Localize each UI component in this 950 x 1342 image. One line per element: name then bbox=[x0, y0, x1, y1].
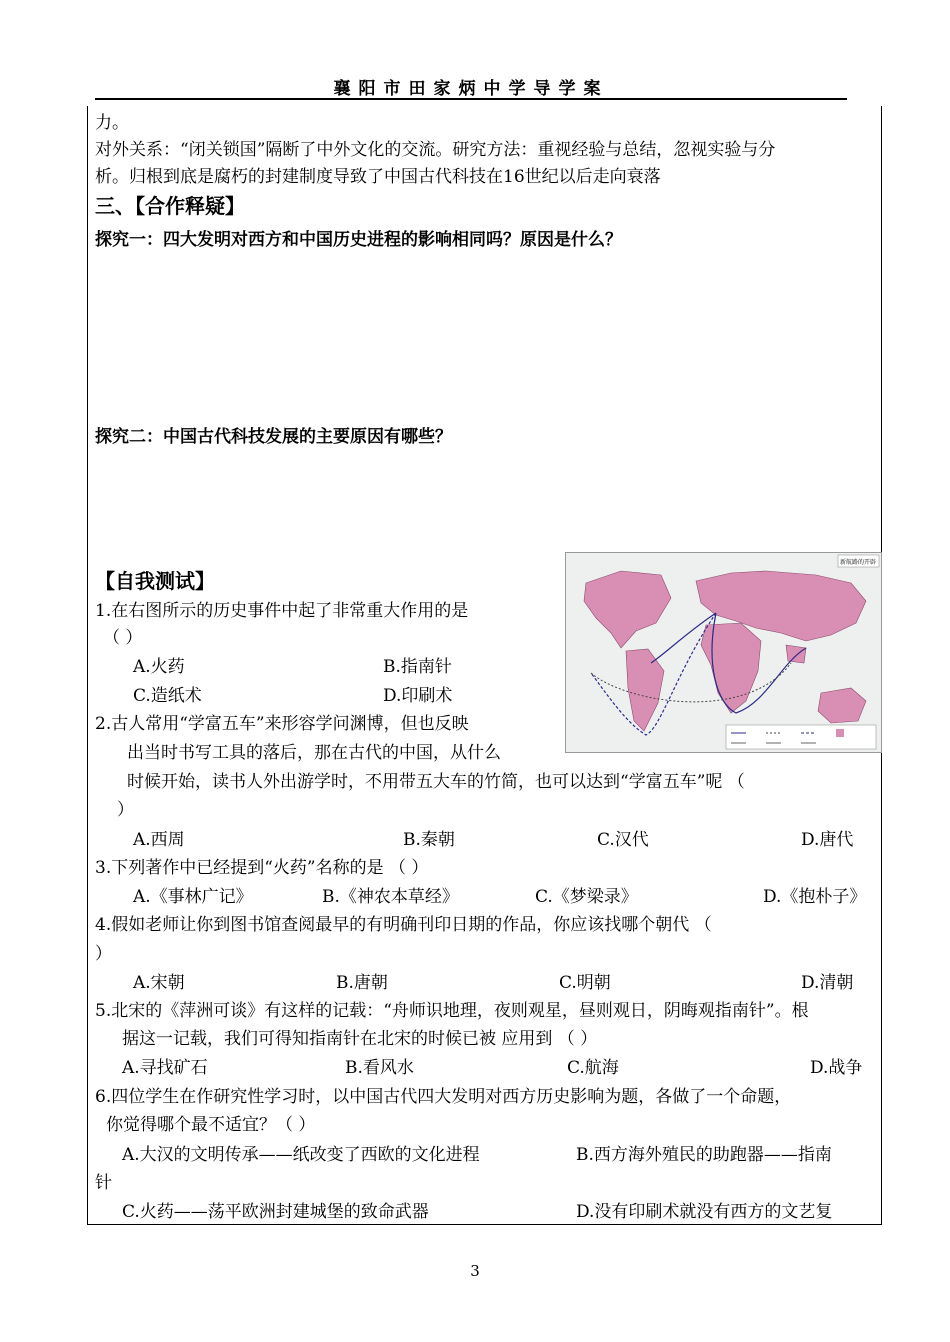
q4-option-b: B.唐朝 bbox=[336, 973, 388, 993]
q4-option-d: D.清朝 bbox=[801, 973, 854, 993]
q3-stem: 3.下列著作中已经提到“火药”名称的是 （ ） bbox=[95, 858, 429, 878]
q2-stem-1: 2.古人常用“学富五车”来形容学问渊博，但也反映 bbox=[95, 714, 469, 734]
document-header: 襄阳市田家炳中学导学案 bbox=[333, 79, 609, 99]
q2-option-a: A.西周 bbox=[133, 830, 185, 850]
q4-stem-2: ） bbox=[95, 944, 112, 964]
q5-option-b: B.看风水 bbox=[345, 1058, 414, 1078]
header-rule bbox=[95, 98, 847, 100]
q3-option-b: B.《神农本草经》 bbox=[322, 887, 459, 907]
q1-blank: （ ） bbox=[103, 628, 143, 648]
q1-option-c: C.造纸术 bbox=[133, 686, 202, 706]
q1-stem: 1.在右图所示的历史事件中起了非常重大作用的是 bbox=[95, 601, 469, 621]
intro-line-2: 对外关系：“闭关锁国”隔断了中外文化的交流。研究方法：重视经验与总结，忽视实验与分 bbox=[95, 140, 776, 160]
q4-option-c: C.明朝 bbox=[559, 973, 611, 993]
q2-option-c: C.汉代 bbox=[597, 830, 649, 850]
q3-option-a: A.《事林广记》 bbox=[133, 887, 253, 907]
q5-option-a: A.寻找矿石 bbox=[122, 1058, 208, 1078]
q4-option-a: A.宋朝 bbox=[133, 973, 185, 993]
q5-stem-2: 据这一记载，我们可得知指南针在北宋的时候已被 应用到 （ ） bbox=[122, 1029, 598, 1049]
q6-stem-1: 6.四位学生在作研究性学习时，以中国古代四大发明对西方历史影响为题，各做了一个命题， bbox=[95, 1087, 792, 1107]
map-caption: 新航路的开辟 bbox=[839, 559, 877, 566]
q6-option-b-cont: 针 bbox=[95, 1173, 112, 1193]
intro-line-3: 析。归根到底是腐朽的封建制度导致了中国古代科技在16世纪以后走向衰落 bbox=[95, 167, 661, 187]
section-title-cooperation: 三、【合作释疑】 bbox=[95, 194, 245, 218]
q6-option-a: A.大汉的文明传承——纸改变了西欧的文化进程 bbox=[122, 1145, 480, 1165]
q2-stem-2: 出当时书写工具的落后，那在古代的中国，从什么 bbox=[127, 743, 501, 763]
q3-option-c: C.《梦梁录》 bbox=[535, 887, 638, 907]
q5-option-c: C.航海 bbox=[567, 1058, 619, 1078]
intro-line-1: 力。 bbox=[95, 113, 129, 133]
q6-option-b: B.西方海外殖民的助跑器——指南 bbox=[576, 1145, 832, 1165]
world-map-illustration bbox=[566, 553, 881, 752]
q6-option-d: D.没有印刷术就没有西方的文艺复 bbox=[576, 1202, 833, 1222]
new-sea-routes-map bbox=[565, 552, 882, 753]
q4-stem-1: 4.假如老师让你到图书馆查阅最早的有明确刊印日期的作品，你应该找哪个朝代 （ bbox=[95, 915, 712, 935]
inquiry-2: 探究二：中国古代科技发展的主要原因有哪些？ bbox=[95, 427, 452, 447]
q2-stem-4: ） bbox=[117, 800, 134, 820]
inquiry-1: 探究一：四大发明对西方和中国历史进程的影响相同吗？原因是什么？ bbox=[95, 230, 622, 250]
q2-option-b: B.秦朝 bbox=[403, 830, 455, 850]
q3-option-d: D.《抱朴子》 bbox=[763, 887, 867, 907]
q1-option-a: A.火药 bbox=[133, 657, 185, 677]
q5-stem-1: 5.北宋的《萍洲可谈》有这样的记载：“舟师识地理，夜则观星，昼则观日，阴晦观指南针”。根 bbox=[95, 1001, 809, 1021]
q1-option-b: B.指南针 bbox=[383, 657, 452, 677]
q6-option-c: C.火药——荡平欧洲封建城堡的致命武器 bbox=[122, 1202, 429, 1222]
selftest-title: 【自我测试】 bbox=[95, 569, 215, 593]
page-number: 3 bbox=[470, 1262, 480, 1280]
q6-stem-2: 你觉得哪个最不适宜？（ ） bbox=[106, 1115, 316, 1135]
q1-option-d: D.印刷术 bbox=[383, 686, 453, 706]
q2-stem-3: 时候开始，读书人外出游学时，不用带五大车的竹简，也可以达到“学富五车”呢 （ bbox=[127, 772, 745, 792]
q2-option-d: D.唐代 bbox=[801, 830, 854, 850]
q5-option-d: D.战争 bbox=[810, 1058, 863, 1078]
